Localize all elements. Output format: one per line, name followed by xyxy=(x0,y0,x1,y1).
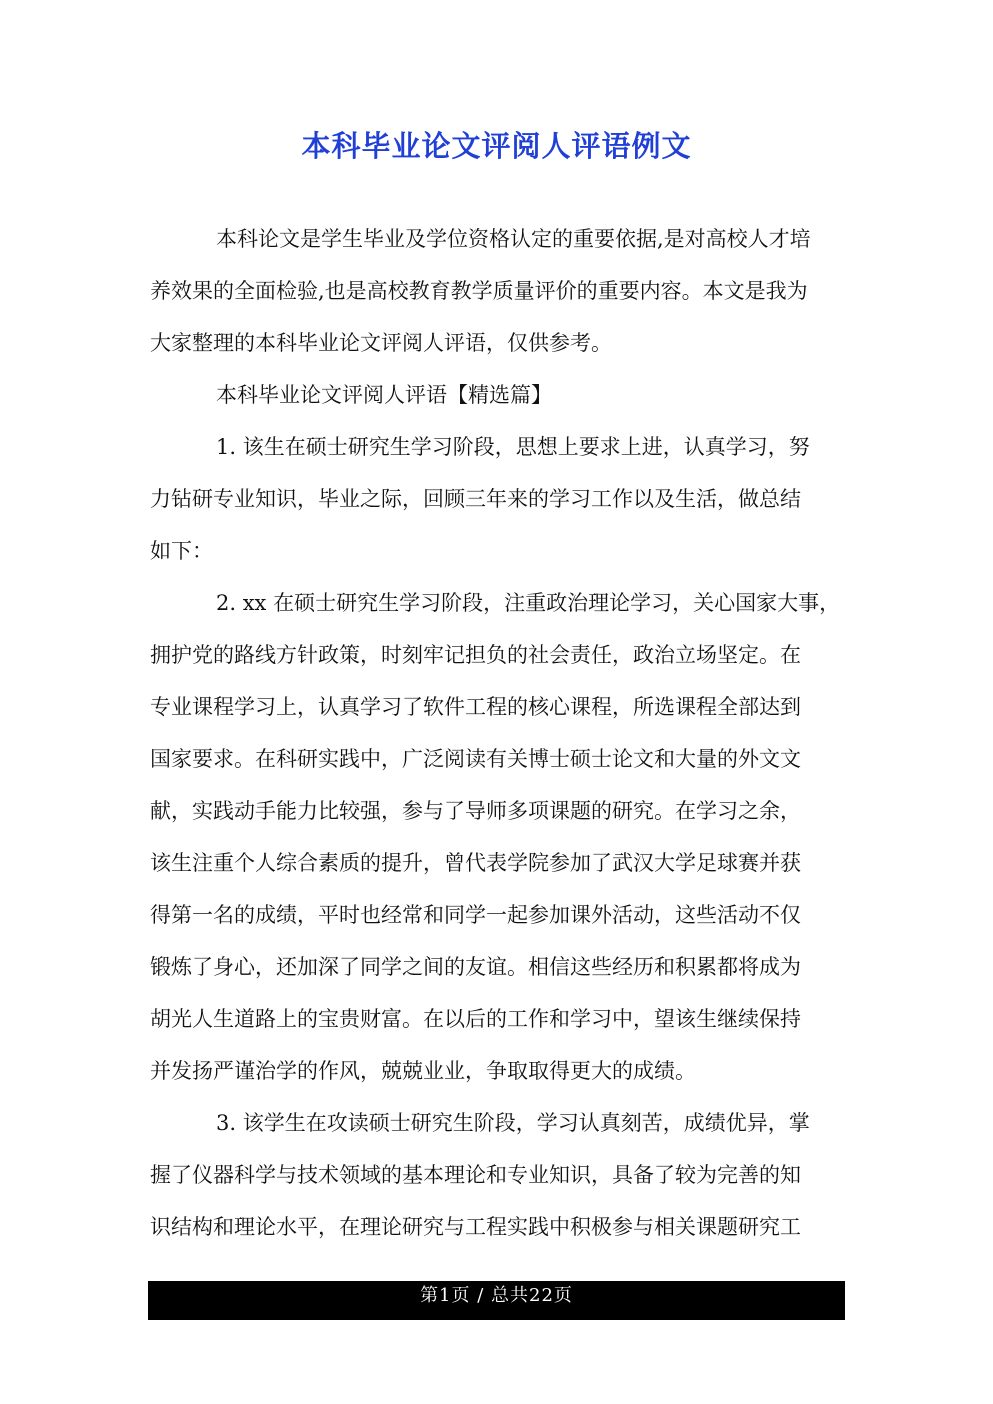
paragraph-line: 国家要求。在科研实践中，广泛阅读有关博士硕士论文和大量的外文文 xyxy=(150,747,801,771)
paragraph-line: 养效果的全面检验,也是高校教育教学质量评价的重要内容。本文是我为 xyxy=(150,279,808,303)
paragraph-line: 胡光人生道路上的宝贵财富。在以后的工作和学习中，望该生继续保持 xyxy=(150,1007,801,1031)
page-footer xyxy=(148,1281,845,1320)
paragraph-line: 本科论文是学生毕业及学位资格认定的重要依据,是对高校人才培 xyxy=(216,227,811,251)
paragraph-line: 大家整理的本科毕业论文评阅人评语，仅供参考。 xyxy=(150,331,612,355)
paragraph-line: 锻炼了身心，还加深了同学之间的友谊。相信这些经历和积累都将成为 xyxy=(150,955,801,979)
document-title: 本科毕业论文评阅人评语例文 xyxy=(301,129,692,163)
paragraph-line: 1. 该生在硕士研究生学习阶段，思想上要求上进，认真学习，努 xyxy=(216,435,810,459)
page-number: 第1页 / 总共22页 xyxy=(420,1285,573,1306)
paragraph-line: 识结构和理论水平，在理论研究与工程实践中积极参与相关课题研究工 xyxy=(150,1215,801,1239)
paragraph-line: 2. xx 在硕士研究生学习阶段，注重政治理论学习，关心国家大事， xyxy=(216,591,841,615)
paragraph-line: 3. 该学生在攻读硕士研究生阶段，学习认真刻苦，成绩优异，掌 xyxy=(216,1111,810,1135)
paragraph-line: 力钻研专业知识，毕业之际，回顾三年来的学习工作以及生活，做总结 xyxy=(150,487,801,511)
section-heading: 本科毕业论文评阅人评语【精选篇】 xyxy=(216,383,552,407)
paragraph-line: 握了仪器科学与技术领域的基本理论和专业知识，具备了较为完善的知 xyxy=(150,1163,801,1187)
paragraph-line: 得第一名的成绩，平时也经常和同学一起参加课外活动，这些活动不仅 xyxy=(150,903,801,927)
paragraph-line: 如下： xyxy=(150,539,213,563)
paragraph-line: 拥护党的路线方针政策，时刻牢记担负的社会责任，政治立场坚定。在 xyxy=(150,643,801,667)
paragraph-line: 献，实践动手能力比较强，参与了导师多项课题的研究。在学习之余， xyxy=(150,799,801,823)
paragraph-line: 该生注重个人综合素质的提升，曾代表学院参加了武汉大学足球赛并获 xyxy=(150,851,801,875)
paragraph-line: 并发扬严谨治学的作风，兢兢业业，争取取得更大的成绩。 xyxy=(150,1059,696,1083)
paragraph-line: 专业课程学习上，认真学习了软件工程的核心课程，所选课程全部达到 xyxy=(150,695,801,719)
